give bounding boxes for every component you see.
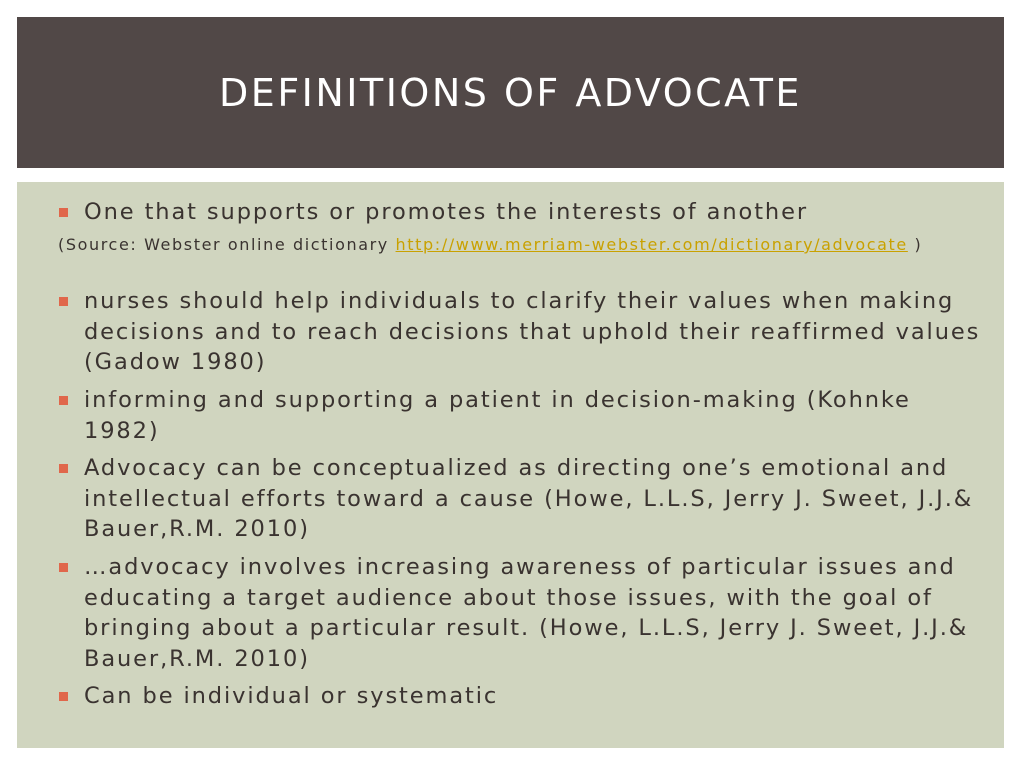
slide-title: DEFINITIONS OF ADVOCATE — [219, 70, 802, 115]
bullet-text: informing and supporting a patient in decision-making (Kohnke 1982) — [84, 387, 911, 444]
bullet-square-icon — [59, 297, 68, 306]
bullet-text: One that supports or promotes the interests of another — [84, 199, 808, 225]
bullet-square-icon — [59, 692, 68, 701]
bullet-text: nurses should help individuals to clarify their values when making decisions and to reach decisions that uphold their reaffirmed values (Gadow 1980) — [84, 288, 981, 375]
source-citation — [58, 233, 958, 256]
bullet-text: …advocacy involves increasing awareness of particular issues and educating a target audience about those issues, with the goal of bringing about a particular result. (Howe, L.L.S, Jerry J. Sweet, J.J.& Bauer,R.M. 2010) — [84, 554, 969, 672]
bullet-text: Can be individual or systematic — [84, 683, 499, 709]
bullet-square-icon — [59, 563, 68, 572]
source-prefix: (Source: Webster online dictionary — [58, 235, 396, 254]
bullet-square-icon — [59, 208, 68, 217]
source-suffix: ) — [907, 235, 923, 254]
title-bar — [17, 17, 1004, 168]
bullet-square-icon — [59, 464, 68, 473]
bullet-square-icon — [59, 396, 68, 405]
content-panel — [17, 182, 1004, 748]
source-link[interactable]: http://www.merriam-webster.com/dictionary/advocate — [395, 235, 908, 254]
bullet-text: Advocacy can be conceptualized as directing one’s emotional and intellectual efforts toward a cause (Howe, L.L.S, Jerry J. Sweet, J.J.& Bauer,R.M. 2010) — [84, 455, 974, 542]
